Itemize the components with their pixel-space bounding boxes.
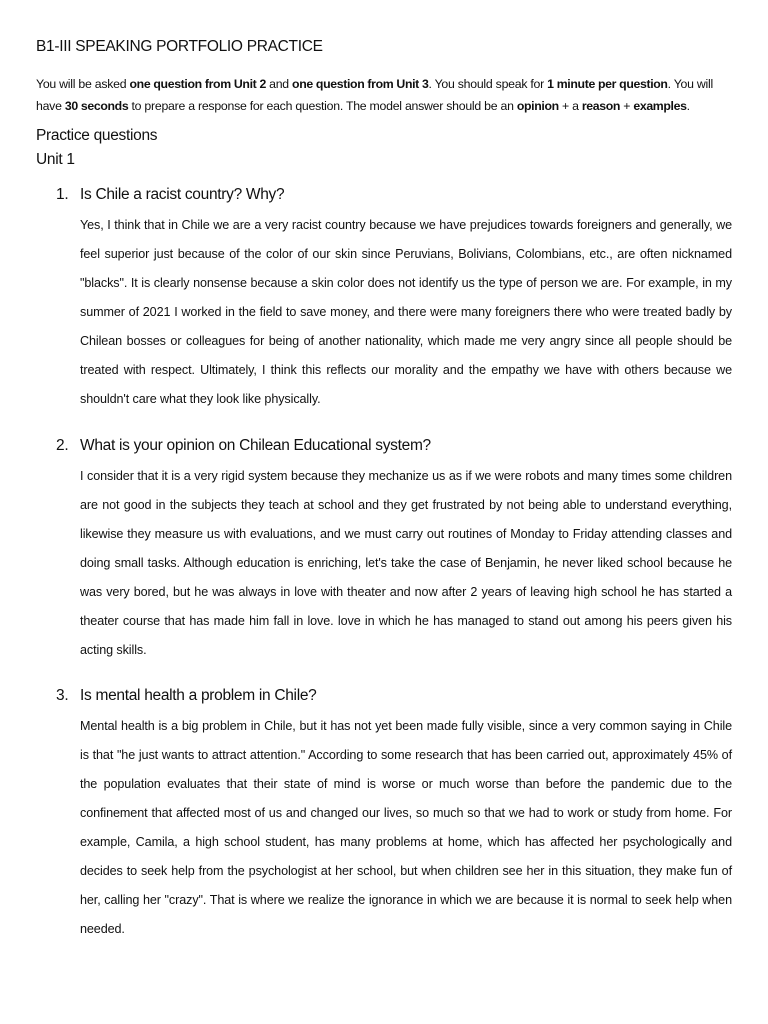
- intro-text: .: [686, 99, 690, 113]
- answer-paragraph: Mental health is a big problem in Chile, but it has not yet been made fully visible, since a very common saying in Chile is that "he just wants to attract attention." According to some research that has been carried out, approximately 45% of the population evaluates that their state of mind is worse or much worse than before the pandemic due to the confinement that affected most of us and changed our lives, so much so that we had to work or study from home. For example, Camila, a high school student, has many problems at home, which has affected her psychologically and decides to seek help from the psychologist at her school, but when children see her in this situation, they make fun of her, calling her "crazy". That is where we realize the ignorance in which we are because it is normal to seek help when needed.: [80, 719, 732, 936]
- answer-paragraph: Yes, I think that in Chile we are a very racist country because we have prejudices towards foreigners and generally, we feel superior just because of the color of our skin since Peruvians, Bolivians, Colombians, etc., are often nicknamed "blacks". It is clearly nonsense because a skin color does not identify us the type of person we are. For example, in my summer of 2021 I worked in the field to save money, and there were many foreigners there who were treated badly by Chilean bosses or colleagues for being of another nationality, which made me very angry since all people should be treated with respect. Ultimately, I think this reflects our morality and the empathy we have with others because we shouldn't care what they look like physically.: [80, 218, 732, 406]
- question-number: 3.: [56, 687, 69, 704]
- intro-emphasis: one question from Unit 3: [292, 77, 429, 91]
- intro-emphasis: 1 minute per question: [547, 77, 668, 91]
- intro-text: and: [265, 77, 293, 91]
- intro-emphasis: 30 seconds: [64, 99, 129, 113]
- question-heading: [56, 687, 316, 705]
- intro-text: + a: [558, 99, 582, 113]
- unit-heading: Unit 1: [36, 151, 75, 168]
- intro-emphasis: one question from Unit 2: [129, 77, 266, 91]
- question-text: Is mental health a problem in Chile?: [80, 687, 317, 704]
- intro-emphasis: opinion: [516, 99, 559, 113]
- intro-text: . You should speak for: [428, 77, 548, 91]
- intro-emphasis: examples: [633, 99, 687, 113]
- intro-emphasis: reason: [581, 99, 621, 113]
- question-heading: [56, 186, 284, 204]
- practice-questions-heading: Practice questions: [36, 127, 158, 144]
- intro-text: . You will have: [36, 77, 713, 113]
- question-text: Is Chile a racist country? Why?: [80, 186, 285, 203]
- question-number: 2.: [56, 437, 69, 454]
- document-title: B1-III SPEAKING PORTFOLIO PRACTICE: [36, 38, 323, 55]
- question-number: 1.: [56, 186, 69, 203]
- question-text: What is your opinion on Chilean Educational system?: [80, 437, 431, 454]
- question-heading: [56, 437, 431, 455]
- answer-paragraph: I consider that it is a very rigid system because they mechanize us as if we were robots and many times some children are not good in the subjects they teach at school and they get frustrated by not being able to understand everything, likewise they measure us with evaluations, and we must carry out routines of Monday to Friday attending classes and doing small tasks. Although education is enriching, let's take the case of Benjamin, he never liked school because he was very bored, but he was always in love with theater and now after 2 years of leaving high school he has started a theater course that has made him fall in love. love in which he has managed to stand out among his peers given his acting skills.: [80, 469, 732, 657]
- instructions-paragraph: [36, 73, 736, 117]
- intro-text: to prepare a response for each question. The model answer should be an: [128, 99, 517, 113]
- intro-text: You will be asked: [36, 77, 130, 91]
- intro-text: +: [620, 99, 634, 113]
